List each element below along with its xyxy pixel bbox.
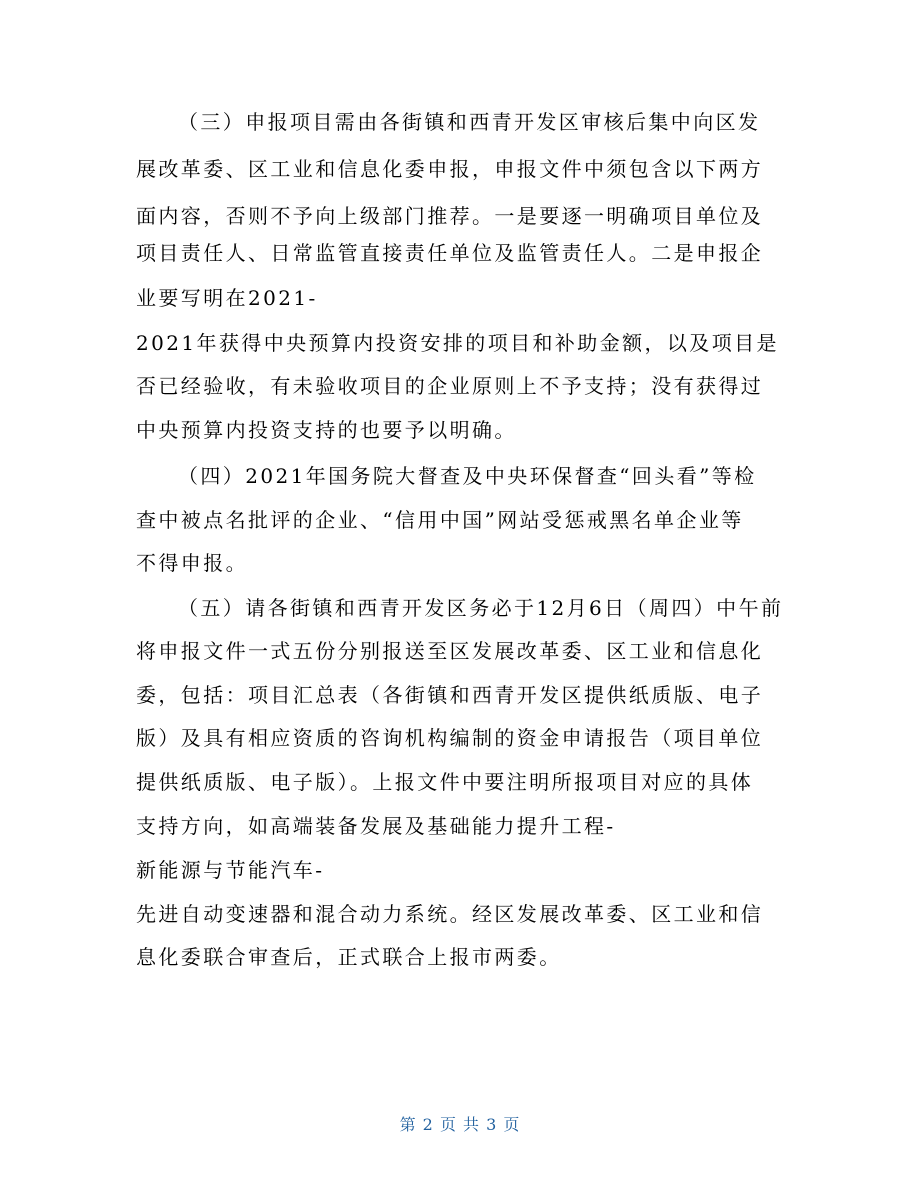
paragraph-3-line-7: 否已经验收，有未验收项目的企业原则上不予支持；没有获得过 <box>136 374 764 398</box>
paragraph-3-line-6: 2021年获得中央预算内投资安排的项目和补助金额，以及项目是 <box>136 331 779 355</box>
paragraph-3-line-4: 项目责任人、日常监管直接责任单位及监管责任人。二是申报企 <box>136 241 764 265</box>
paragraph-4-line-2: 查中被点名批评的企业、“信用中国”网站受惩戒黑名单企业等 <box>136 508 744 532</box>
paragraph-5-line-5: 提供纸质版、电子版）。上报文件中要注明所报项目对应的具体 <box>136 770 754 794</box>
paragraph-5-line-4: 版）及具有相应资质的咨询机构编制的资金申请报告（项目单位 <box>136 726 764 750</box>
paragraph-3-line-5: 业要写明在2021- <box>136 286 318 310</box>
paragraph-5-line-7: 新能源与节能汽车- <box>136 858 325 882</box>
paragraph-3-line-8: 中央预算内投资支持的也要予以明确。 <box>136 418 517 442</box>
paragraph-5-line-3: 委，包括：项目汇总表（各街镇和西青开发区提供纸质版、电子 <box>136 683 764 707</box>
paragraph-5-line-6: 支持方向，如高端装备发展及基础能力提升工程- <box>136 814 616 838</box>
paragraph-5-line-8: 先进自动变速器和混合动力系统。经区发展改革委、区工业和信 <box>136 902 764 926</box>
paragraph-3-line-3: 面内容，否则不予向上级部门推荐。一是要逐一明确项目单位及 <box>136 204 764 228</box>
paragraph-5-line-2: 将申报文件一式五份分别报送至区发展改革委、区工业和信息化 <box>136 639 764 663</box>
paragraph-3-line-2: 展改革委、区工业和信息化委申报，申报文件中须包含以下两方 <box>136 157 764 181</box>
paragraph-5-line-1: （五）请各街镇和西青开发区务必于12月6日（周四）中午前 <box>178 596 784 620</box>
paragraph-3-line-1: （三）申报项目需由各街镇和西青开发区审核后集中向区发 <box>178 110 761 134</box>
paragraph-5-line-9: 息化委联合审查后，正式联合上报市两委。 <box>136 945 562 969</box>
paragraph-4-line-1: （四）2021年国务院大督查及中央环保督查“回头看”等检 <box>178 464 757 488</box>
page-indicator: 第 2 页 共 3 页 <box>399 1115 521 1134</box>
paragraph-4-line-3: 不得申报。 <box>136 551 248 575</box>
